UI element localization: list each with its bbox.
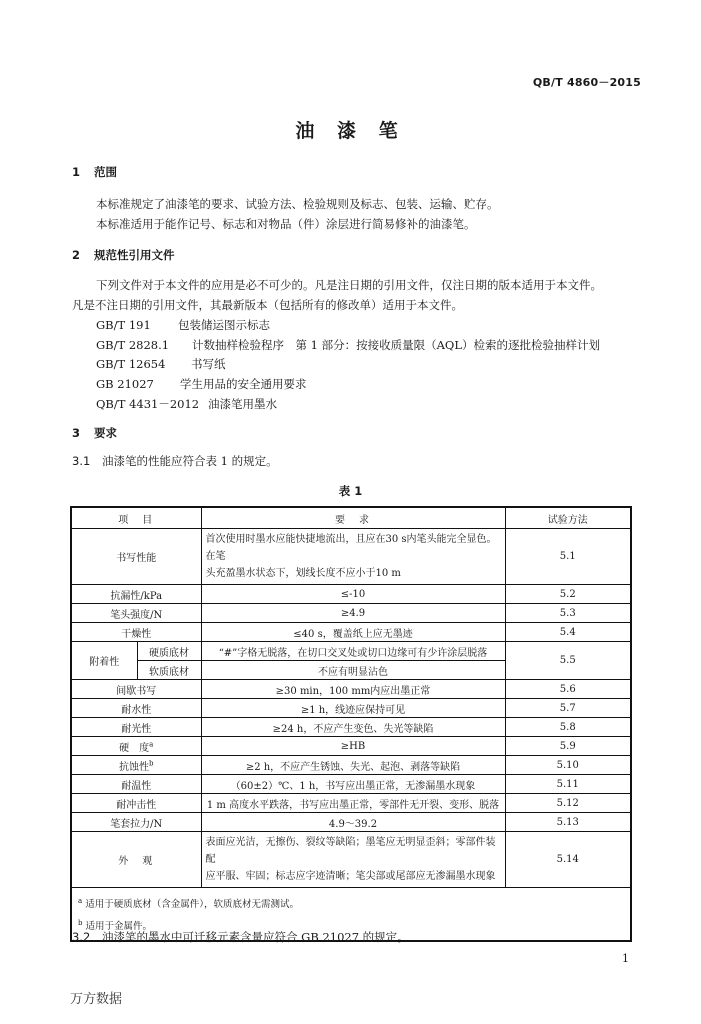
row-requirement: ≥24 h，不应产生变色、失光等缺陷: [201, 718, 505, 737]
standard-code: QB/T 4860－2015: [532, 76, 641, 89]
table-row: [71, 642, 631, 661]
row-requirement: ≤40 s，覆盖纸上应无墨迹: [201, 623, 505, 642]
subsection-3-1: [72, 453, 278, 469]
table-header-row: [71, 507, 631, 529]
reference-code: QB/T 4431－2012: [96, 397, 200, 411]
row-requirement: ≥HB: [201, 737, 505, 756]
row-method: 5.14: [505, 832, 631, 888]
section-number: 2: [72, 248, 81, 262]
reference-code: GB/T 12654: [96, 357, 166, 371]
row-requirement: [201, 832, 505, 888]
row-method: 5.9: [505, 737, 631, 756]
row-method: 5.13: [505, 813, 631, 832]
footnote-mark: b: [149, 759, 154, 768]
row-method: 5.2: [505, 585, 631, 604]
header-item: 项 目: [71, 507, 201, 529]
table-row: [71, 699, 631, 718]
row-method: 5.8: [505, 718, 631, 737]
row-requirement: ≤-10: [201, 585, 505, 604]
section-2-heading: [72, 247, 175, 263]
section-number: 1: [72, 165, 81, 179]
row-item: 间歇书写: [71, 680, 201, 699]
row-method: 5.6: [505, 680, 631, 699]
row-item: 耐光性: [71, 718, 201, 737]
row-item: 附着性: [71, 642, 137, 680]
reference-item: [96, 376, 307, 392]
row-requirement: 4.9～39.2: [201, 813, 505, 832]
table-row: [71, 604, 631, 623]
footnote-text: 适用于硬质底材（含金属件），软质底材无需测试。: [85, 899, 299, 911]
subsection-3-2: [72, 929, 409, 945]
subsection-number: 3.2: [72, 930, 91, 944]
row-item: 耐冲击性: [71, 794, 201, 813]
row-method: 5.1: [505, 529, 631, 585]
row-item: 耐温性: [71, 775, 201, 794]
row-method: 5.3: [505, 604, 631, 623]
reference-code: GB/T 2828.1: [96, 338, 170, 352]
footnote-text: 适用于金属件。: [85, 921, 153, 933]
reference-item: [96, 317, 270, 333]
table-row: [71, 680, 631, 699]
row-method: 5.7: [505, 699, 631, 718]
item-label: 硬 度: [119, 742, 150, 754]
page-number: 1: [622, 952, 629, 965]
footnote-a: [78, 892, 624, 914]
section-1-paragraph-1: 本标准规定了油漆笔的要求、试验方法、检验规则及标志、包装、运输、贮存。: [96, 197, 499, 211]
table-row: [71, 756, 631, 775]
subsection-number: 3.1: [72, 454, 91, 468]
row-requirement: ≥4.9: [201, 604, 505, 623]
row-subitem: 软质底材: [137, 661, 201, 680]
row-item: 笔头强度/N: [71, 604, 201, 623]
section-1-paragraph-2: 本标准适用于能作记号、标志和对物品（件）涂层进行简易修补的油漆笔。: [96, 217, 476, 231]
reference-code: GB 21027: [96, 377, 154, 391]
row-requirement: ≥2 h，不应产生锈蚀、失光、起泡、剥落等缺陷: [201, 756, 505, 775]
header-method: 试验方法: [505, 507, 631, 529]
section-title: 要求: [94, 426, 117, 440]
row-requirement: （60±2）℃、1 h，书写应出墨正常，无渗漏墨水现象: [201, 775, 505, 794]
reference-title: 包装储运图示标志: [178, 318, 270, 332]
footnote-mark: b: [78, 919, 83, 928]
row-item: 干燥性: [71, 623, 201, 642]
section-1-heading: [72, 164, 117, 180]
row-requirement: ≥30 min，100 mm内应出墨正常: [201, 680, 505, 699]
source-watermark: 万方数据: [70, 992, 123, 1007]
row-item: 耐水性: [71, 699, 201, 718]
requirement-line: 表面应光洁，无擦伤、裂纹等缺陷；墨笔应无明显歪斜；零部件装配: [205, 837, 496, 865]
row-item: 笔套拉力/N: [71, 813, 201, 832]
section-3-heading: [72, 425, 117, 441]
reference-item: [96, 396, 277, 412]
row-item: 抗漏性/kPa: [71, 585, 201, 604]
requirement-line: 应平服、牢固；标志应字迹清晰；笔尖部或尾部应无渗漏墨水现象: [205, 871, 496, 882]
row-method: 5.11: [505, 775, 631, 794]
table-row: [71, 737, 631, 756]
table-row: [71, 813, 631, 832]
row-requirement: [201, 529, 505, 585]
table-row: [71, 585, 631, 604]
table-row: [71, 775, 631, 794]
row-requirement: ≥1 h，线迹应保持可见: [201, 699, 505, 718]
row-item: [71, 737, 201, 756]
reference-title: 学生用品的安全通用要求: [180, 377, 307, 391]
reference-item: [96, 356, 226, 372]
reference-title: 油漆笔用墨水: [208, 397, 277, 411]
subsection-text: 油漆笔的墨水中可迁移元素含量应符合 GB 21027 的规定。: [102, 930, 409, 944]
table-row: [71, 623, 631, 642]
document-title: 油 漆 笔: [295, 120, 406, 142]
section-title: 规范性引用文件: [94, 248, 175, 262]
row-subitem: 硬质底材: [137, 642, 201, 661]
reference-title: 书写纸: [191, 357, 226, 371]
table-row: [71, 718, 631, 737]
row-requirement: “#”字格无脱落，在切口交叉处或切口边缘可有少许涂层脱落: [201, 642, 505, 661]
requirement-line: 头充盈墨水状态下，划线长度不应小于10 m: [205, 568, 401, 579]
table-row: [71, 794, 631, 813]
section-2-intro-line-1: 下列文件对于本文件的应用是必不可少的。凡是注日期的引用文件，仅注日期的版本适用于本文件。: [96, 278, 602, 292]
row-requirement: 1 m 高度水平跌落，书写应出墨正常，零部件无开裂、变形、脱落: [201, 794, 505, 813]
table-caption: 表 1: [338, 484, 363, 498]
reference-title: 计数抽样检验程序 第 1 部分：按接收质量限（AQL）检索的逐批检验抽样计划: [192, 338, 600, 352]
section-number: 3: [72, 426, 81, 440]
row-requirement: 不应有明显沾色: [201, 661, 505, 680]
row-item: [71, 756, 201, 775]
footnote-mark: a: [78, 897, 83, 905]
row-item: 外 观: [71, 832, 201, 888]
performance-table: [70, 506, 632, 942]
table-row: [71, 832, 631, 888]
subsection-text: 油漆笔的性能应符合表 1 的规定。: [102, 454, 278, 468]
reference-code: GB/T 191: [96, 318, 151, 332]
section-2-intro-line-2: 凡是不注日期的引用文件，其最新版本（包括所有的修改单）适用于本文件。: [72, 298, 463, 312]
row-method: 5.10: [505, 756, 631, 775]
row-method: 5.4: [505, 623, 631, 642]
requirement-line: 首次使用时墨水应能快捷地流出，且应在30 s内笔头能完全显色。在笔: [205, 534, 497, 562]
footnote-mark: a: [149, 740, 154, 749]
row-method: 5.5: [505, 642, 631, 680]
table-row: [71, 529, 631, 585]
section-title: 范围: [94, 165, 117, 179]
header-requirement: 要 求: [201, 507, 505, 529]
item-label: 抗蚀性: [119, 761, 149, 773]
row-item: 书写性能: [71, 529, 201, 585]
reference-item: [96, 337, 600, 353]
row-method: 5.12: [505, 794, 631, 813]
